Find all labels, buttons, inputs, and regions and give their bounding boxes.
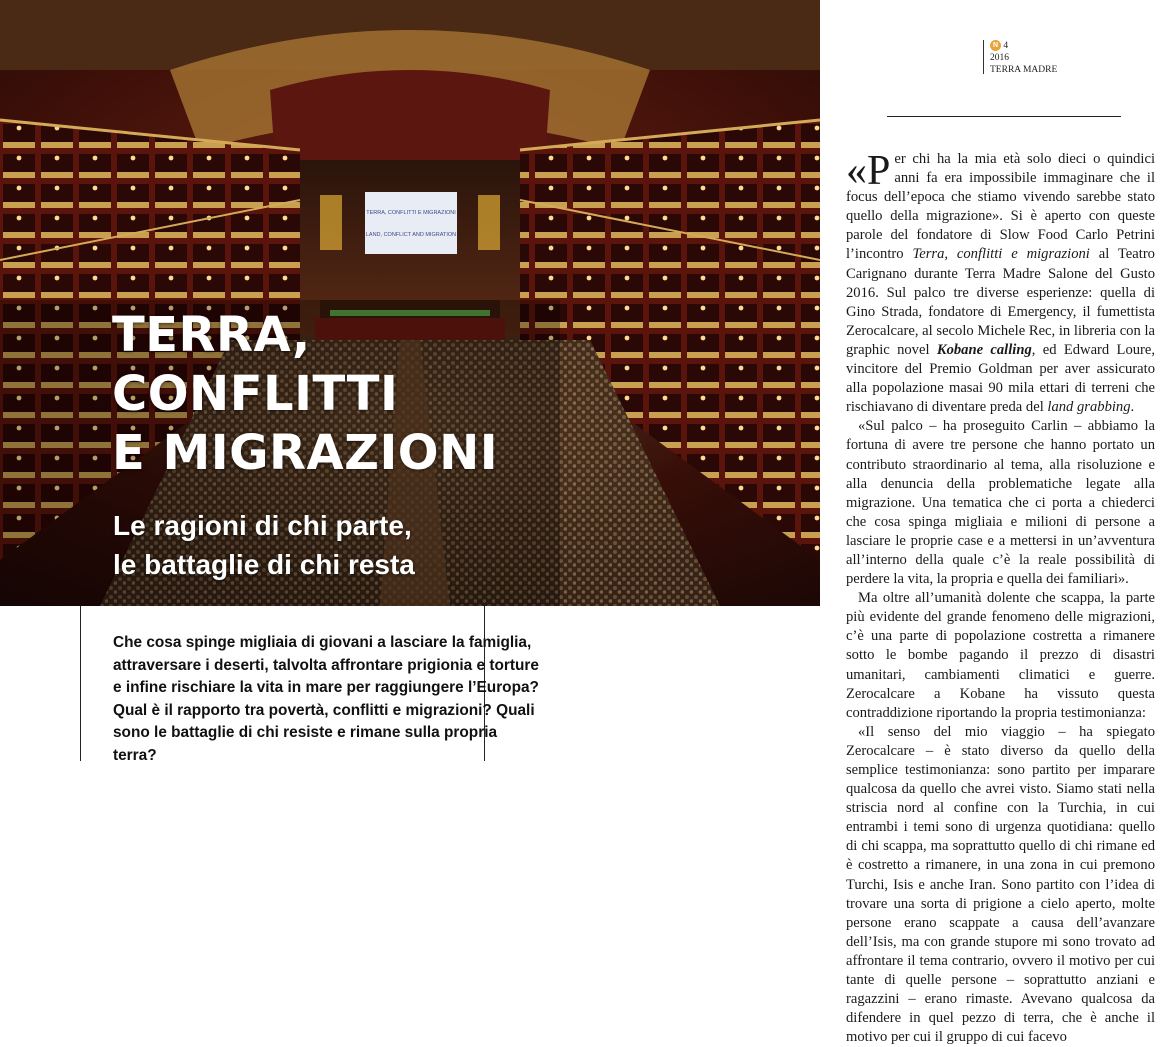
article-paragraph-1: «Per chi ha la mia età solo dieci o quindici anni fa era impossibile immaginare che il focus dell’epoca che stiamo vivendo sarebbe stato quello della migrazione». Si è aperto con queste parole del fondatore di Slow Food Carlo Petrini l’incontro Terra, conflitti e migrazioni al Teatro Carignano durante Terra Madre Salone del Gusto 2016. Sul palco tre diverse esperienze: quella di Gino Strada, fondatore di Emergency, il fumettista Zerocalcare, al secolo Michele Rec, in libreria con la graphic novel Kobane calling, ed Edward Loure, vincitore del Premio Goldman per aver assicurato alla popolazione masai 90 mila ettari di terreni che rischiavano di diventare preda del land grabbing.: [846, 148, 1156, 416]
screen-subtitle: LAND, CONFLICT AND MIGRATION: [365, 232, 457, 238]
headline-line-2: CONFLITTI: [112, 366, 399, 422]
term-land-grabbing: land grabbing: [1047, 399, 1131, 416]
column-rule: [887, 116, 1121, 117]
article-paragraph-2: «Sul palco – ha proseguito Carlin – abbiamo la fortuna di avere tre persone che hanno portato un contributo straordinario al tema, alla risoluzione e alla denuncia della problematiche legate alla migrazione. Una tematica che ci porta a chiederci che cosa spinga migliaia e milioni di persone a lasciare le proprie case e a mettersi in un’avventura all’interno della quale c’è la reale possibilità di perdere la vita, la propria e quella dei familiari».: [846, 418, 1155, 588]
issue-badge-icon: N: [990, 40, 1001, 51]
headline-line-1: TERRA,: [112, 307, 311, 363]
article-subtitle: [113, 506, 415, 584]
issue-number: 4: [1003, 41, 1009, 51]
drop-cap: «P: [846, 148, 891, 194]
article-lead: Che cosa spinge migliaia di giovani a lasciare la famiglia, attraversare i deserti, talvolta affrontare prigionia e torture e infine rischiare la vita in mare per raggiungere l’Europa? Qual è il rapporto tra povertà, conflitti e migrazioni? Quali sono le battaglie di chi resiste e rimane sulla propria terra?: [113, 634, 539, 764]
subtitle-line-1: Le ragioni di chi parte,: [113, 510, 412, 541]
article-paragraph-4: «Il senso del mio viaggio – ha spiegato Zerocalcare – è stato diverso da quello della semplice testimonianza: sono partito per imparare qualcosa da quello che avrei visto. Siamo stati nella striscia nord al confine con la Turchia, in cui entrambi i temi sono di urgenza quotidiana: quello di chi scappa, ma soprattutto quello di chi rimane ed è costretto a rimanere, in una zona in cui premono Turchi, Isis e anche Iran. Sono partito con l’idea di trovare una sorta di prigione a cielo aperto, molte persone erano scappate a causa dell’avanzare dell’Isis, ma con grande stupore mi sono trovato ad affrontare il tema contrario, ovvero il motivo per cui tante di quelle persone – soprattutto anziani e ragazzini – erano rimaste. Avevano qualcosa da difendere in quel pezzo di terra, che è anche il motivo per cui il gruppo di cui facevo: [846, 723, 1155, 1046]
article-paragraph-3: Ma oltre all’umanità dolente che scappa, la parte più evidente del grande fenomeno delle migrazioni, c’è una parte di popolazione costretta a rimanere sotto le bombe pagando il prezzo di disastri umanitari, cambiamenti climatici e guerre. Zerocalcare a Kobane ha vissuto questa contraddizione riportando la propria testimonianza:: [846, 590, 1155, 721]
lead-rule-left: [80, 606, 81, 761]
headline-line-3: E MIGRAZIONI: [112, 425, 499, 481]
folio-divider: [983, 40, 984, 74]
screen-title: TERRA, CONFLITTI E MIGRAZIONI: [366, 210, 456, 216]
folio: [990, 40, 1057, 76]
theatre-photo: [0, 0, 820, 606]
book-title: Kobane calling: [936, 341, 1032, 358]
article-body: [846, 150, 1155, 1047]
event-title: Terra, conflitti e migrazioni: [912, 246, 1090, 263]
issue-year: 2016: [990, 53, 1009, 63]
publication-name: TERRA MADRE: [990, 65, 1058, 75]
subtitle-line-2: le battaglie di chi resta: [113, 549, 415, 580]
article-headline: [112, 306, 498, 483]
